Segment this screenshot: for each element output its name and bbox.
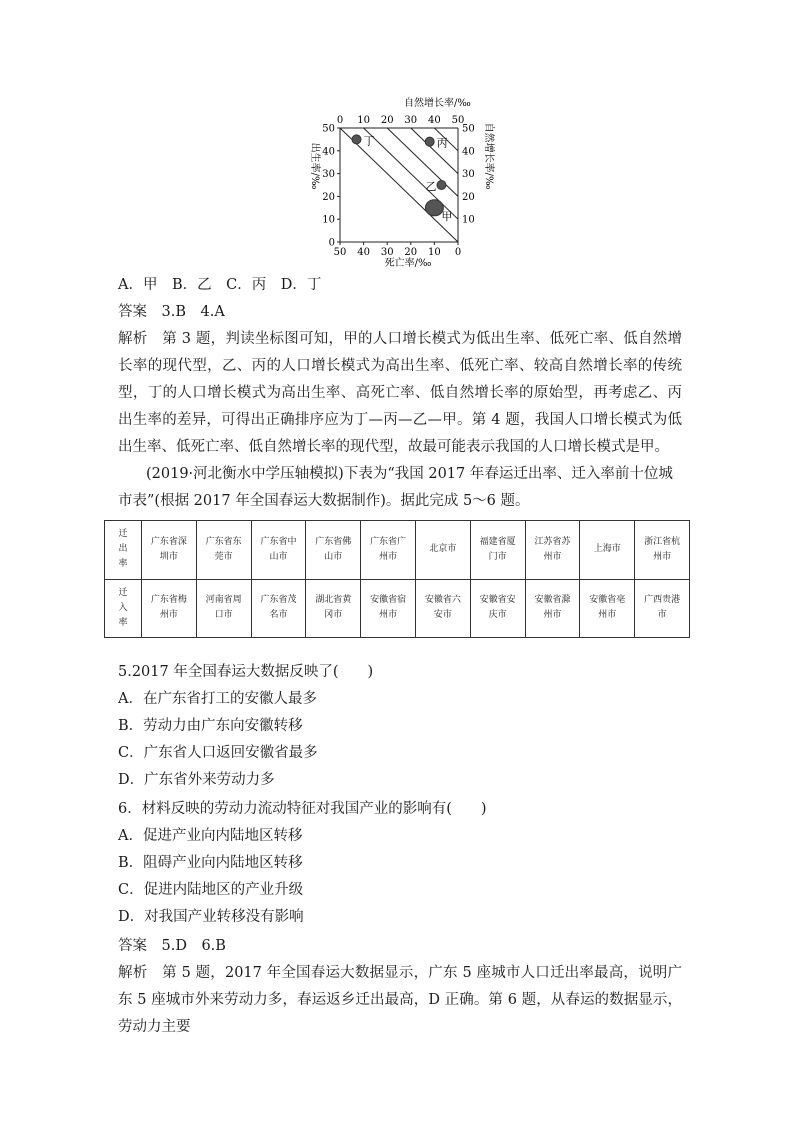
- population-growth-chart: [296, 94, 496, 270]
- table-cell: 广东省中山市: [251, 521, 306, 580]
- row-header-in: 迁入率: [105, 579, 142, 638]
- y-tick-label: 30: [322, 169, 335, 181]
- table-cell: 安徽省滁州市: [525, 579, 580, 638]
- table-row: [105, 579, 690, 638]
- table-cell: 广东省佛山市: [306, 521, 361, 580]
- right-axis-label: 自然增长率/‰: [483, 122, 494, 190]
- options-line: A．甲 B．乙 C．丙 D．丁: [118, 277, 322, 293]
- table-cell: 广西贵港市: [635, 579, 690, 638]
- top-tick-label: 30: [404, 115, 418, 126]
- table-cell: 广东省东莞市: [196, 521, 251, 580]
- chart-svg: [296, 94, 496, 270]
- x-tick-label: 0: [454, 247, 462, 258]
- table-cell: 安徽省安庆市: [470, 579, 525, 638]
- top-tick-label: 10: [357, 115, 370, 126]
- answer-block-2: 答案 5.D 6.B: [118, 938, 226, 954]
- table-cell: 安徽省宿州市: [361, 579, 416, 638]
- q6-option-a: A．促进产业向内陆地区转移: [118, 828, 303, 844]
- y-tick-label: 40: [322, 146, 335, 158]
- x-axis-label: 死亡率/‰: [384, 258, 432, 269]
- table-cell: 安徽省六安市: [415, 579, 470, 638]
- table-cell: 安徽省亳州市: [580, 579, 635, 638]
- q6-option-c: C．促进内陆地区的产业升级: [118, 882, 304, 898]
- question-5: 5.2017 年全国春运大数据反映了( ): [118, 664, 374, 680]
- table-cell: 福建省厦门市: [470, 521, 525, 580]
- question-6: 6．材料反映的劳动力流动特征对我国产业的影响有( ): [118, 801, 487, 817]
- row-header-out: 迁出率: [105, 521, 142, 580]
- growth-diagonal: [411, 128, 458, 174]
- migration-table: [104, 520, 690, 638]
- table-cell: 江苏省苏州市: [525, 521, 580, 580]
- table-cell: 广东省茂名市: [251, 579, 306, 638]
- point-label: 丁: [363, 134, 375, 148]
- y-axis-label: 出生率/‰: [309, 142, 320, 190]
- x-tick-label: 40: [357, 247, 370, 258]
- analysis-block-2: 解析 第 5 题，2017 年全国春运大数据显示，广东 5 座城市人口迁出率最高，说明广东 5 座城市外来劳动力多，春运返乡迁出最高，D 正确。第 6 题，从春运的数据显示，劳动力主要: [118, 965, 682, 1035]
- table-cell: 广东省深圳市: [142, 521, 197, 580]
- table-cell: 北京市: [415, 521, 470, 580]
- answer-block-1: 答案 3.B 4.A: [118, 304, 225, 320]
- right-tick-label: 50: [462, 123, 475, 135]
- top-tick-label: 0: [336, 115, 344, 126]
- x-tick-label: 20: [404, 247, 418, 258]
- table-cell: 河南省周口市: [196, 579, 251, 638]
- table-cell: 上海市: [580, 521, 635, 580]
- q5-option-b: B．劳动力由广东向安徽转移: [118, 718, 303, 734]
- right-tick-label: 20: [462, 191, 475, 203]
- top-tick-label: 40: [428, 115, 441, 126]
- table-cell: 广东省梅州市: [142, 579, 197, 638]
- right-tick-label: 30: [462, 169, 475, 181]
- data-point-乙: [437, 181, 446, 190]
- y-tick-label: 0: [328, 237, 335, 249]
- data-point-丙: [425, 137, 434, 146]
- intro-paragraph: (2019·河北衡水中学压轴模拟)下表为“我国 2017 年春运迁出率、迁入率前十位城市表”(根据 2017 年全国春运大数据制作)。据此完成 5～6 题。: [118, 466, 673, 509]
- point-label: 甲: [441, 209, 453, 223]
- x-tick-label: 10: [428, 247, 441, 258]
- y-tick-label: 10: [322, 214, 335, 226]
- table-row: [105, 521, 690, 580]
- q5-option-c: C．广东省人口返回安徽省最多: [118, 745, 318, 761]
- y-tick-label: 50: [322, 123, 335, 135]
- plot-layer: [322, 115, 474, 258]
- analysis-block-1: 解析 第 3 题，判读坐标图可知，甲的人口增长模式为低出生率、低死亡率、低自然增长率的现代型，乙、丙的人口增长模式为高出生率、低死亡率、较高自然增长率的传统型，丁的人口增长模式为高出生率、高死亡率、低自然增长率的原始型，再考虑乙、丙出生率的差异，可得出正确排序应为丁—丙—乙—甲。第 4 题，我国人口增长模式为低出生率、低死亡率、低自然增长率的现代型，故最可能表示我国的人口增长模式是甲。: [118, 331, 682, 455]
- q5-option-a: A．在广东省打工的安徽人最多: [118, 691, 317, 707]
- table-cell: 浙江省杭州市: [635, 521, 690, 580]
- x-tick-label: 30: [380, 247, 394, 258]
- top-tick-label: 20: [380, 115, 394, 126]
- point-label: 乙: [425, 180, 437, 193]
- x-tick-label: 50: [333, 247, 347, 258]
- q6-option-b: B．阻碍产业向内陆地区转移: [118, 855, 303, 871]
- table-cell: 湖北省黄冈市: [306, 579, 361, 638]
- table-cell: 广东省广州市: [361, 521, 416, 580]
- q5-option-d: D．广东省外来劳动力多: [118, 772, 275, 788]
- y-tick-label: 20: [322, 191, 335, 203]
- point-label: 丙: [436, 136, 448, 150]
- data-point-丁: [352, 135, 361, 144]
- right-tick-label: 40: [462, 146, 475, 158]
- right-tick-label: 10: [462, 214, 475, 226]
- top-axis-label: 自然增长率/‰: [404, 98, 471, 109]
- top-tick-label: 50: [451, 115, 465, 126]
- q6-option-d: D．对我国产业转移没有影响: [118, 909, 304, 925]
